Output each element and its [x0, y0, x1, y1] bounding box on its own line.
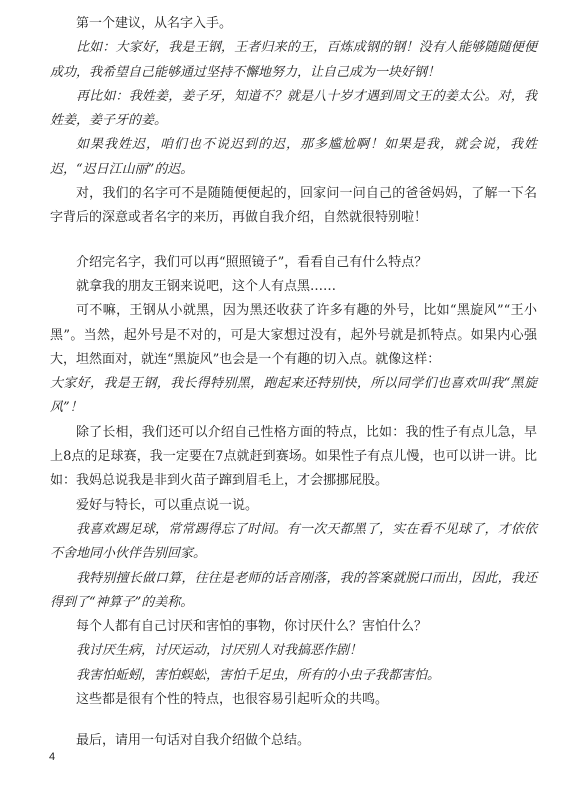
paragraph-nickname: 可不嘛，王钢从小就黑，因为黑还收获了许多有趣的外号，比如“黑旋风”“王小黑”。当然，起外号是不对的，可是大家想过没有，起外号就是抓特点。如果内心强大，坦然面对，就连“黑旋风”也会是一个有趣的切入点。就像这样： — [50, 303, 537, 367]
paragraph-name-meaning: 对，我们的名字可不是随随便便起的，回家问一问自己的爸爸妈妈，了解一下名字背后的深意或者名字的来历，再做自我介绍，自然就很特别啦！ — [50, 186, 537, 226]
paragraph-friend: 就拿我的朋友王钢来说吧，这个人有点黑…… — [76, 278, 337, 294]
paragraph-hobbies: 爱好与特长，可以重点说一说。 — [76, 497, 259, 513]
example-wang-gang: 比如：大家好，我是王钢，王者归来的王，百炼成钢的钢！没有人能够随随便便成功，我希望自己能够通过坚持不懈地努力，让自己成为一块好钢！ — [50, 40, 537, 80]
example-fear: 我害怕蚯蚓，害怕蜈蚣，害怕千足虫，所有的小虫子我都害怕。 — [76, 667, 441, 683]
example-hate: 我讨厌生病，讨厌运动，讨厌别人对我搞恶作剧！ — [76, 643, 363, 659]
example-mental-math: 我特别擅长做口算，往往是老师的话音刚落，我的答案就脱口而出，因此，我还得到了“神算子”的美称。 — [50, 570, 537, 610]
section-break — [50, 712, 537, 729]
paragraph-summary: 最后，请用一句话对自我介绍做个总结。 — [76, 733, 311, 749]
example-jiang: 再比如：我姓姜，姜子牙，知道不？就是八十岁才遇到周文王的姜太公。对，我姓姜，姜子牙的姜。 — [50, 88, 537, 129]
example-chi: 如果我姓迟，咱们也不说迟到的迟，那多尴尬啊！如果是我，就会说，我姓迟，“迟日江山丽”的迟。 — [50, 137, 537, 177]
page-body — [50, 12, 537, 754]
example-black-whirlwind: 大家好，我是王钢，我长得特别黑，跑起来还特别快，所以同学们也喜欢叫我“黑旋风”！ — [50, 376, 537, 416]
paragraph-resonance: 这些都是很有个性的特点，也很容易引起听众的共鸣。 — [76, 692, 389, 708]
page-number: 4 — [49, 751, 56, 763]
paragraph-dislikes: 每个人都有自己讨厌和害怕的事物，你讨厌什么？害怕什么？ — [76, 619, 428, 635]
section-break — [50, 231, 537, 251]
example-football: 我喜欢踢足球，常常踢得忘了时间。有一次天都黑了，实在看不见球了，才依依不舍地同小伙伴告别回家。 — [50, 521, 537, 562]
paragraph-mirror: 介绍完名字，我们可以再“照照镜子”，看看自己有什么特点？ — [76, 254, 428, 270]
paragraph-name-suggestion: 第一个建议，从名字入手。 — [76, 16, 233, 31]
paragraph-personality: 除了长相，我们还可以介绍自己性格方面的特点，比如：我的性子有点儿急，早上8点的足球赛，我一定要在7点就赶到赛场。如果性子有点儿慢，也可以讲一讲。比如：我妈总说我是非到火苗子蹿到眉毛上，才会挪挪屁股。 — [50, 424, 537, 489]
